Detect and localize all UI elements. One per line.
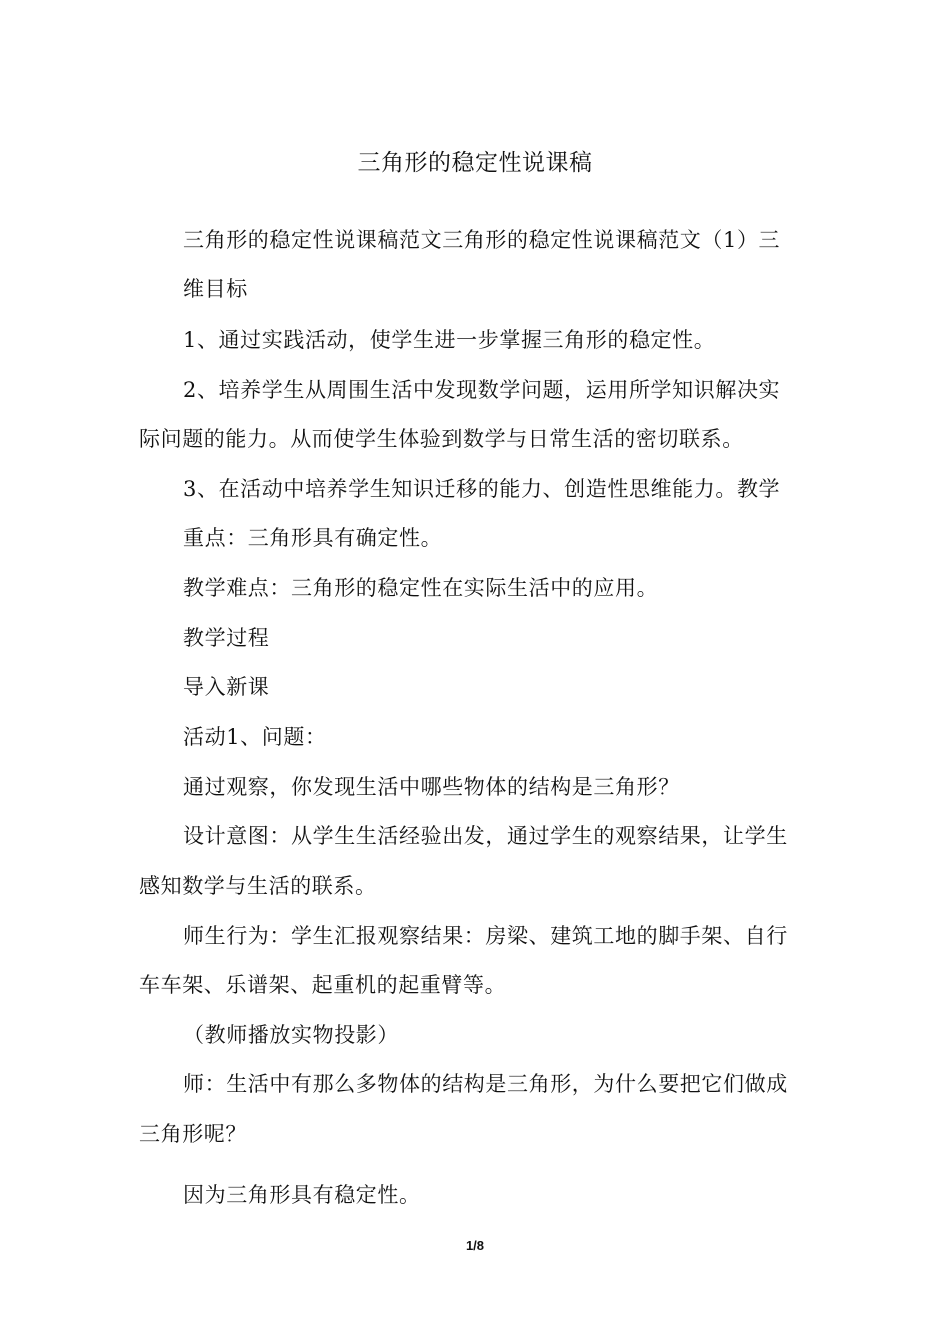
text-line: 导入新课 bbox=[183, 675, 270, 699]
text-line: 活动1、问题： bbox=[183, 725, 327, 749]
text-line: 因为三角形具有稳定性。 bbox=[183, 1183, 421, 1207]
page-number: 1/8 bbox=[465, 1238, 485, 1253]
document-title: 三角形的稳定性说课稿 bbox=[357, 150, 593, 176]
text-line: 三角形的稳定性说课稿范文三角形的稳定性说课稿范文（1）三 bbox=[183, 228, 781, 252]
text-line: （教师播放实物投影） bbox=[183, 1023, 399, 1047]
text-line: 三角形呢？ bbox=[139, 1122, 247, 1146]
text-line: 重点：三角形具有确定性。 bbox=[183, 526, 443, 550]
text-line: 教学过程 bbox=[183, 626, 270, 650]
text-line: 设计意图：从学生生活经验出发，通过学生的观察结果，让学生 bbox=[183, 824, 788, 848]
text-line: 际问题的能力。从而使学生体验到数学与日常生活的密切联系。 bbox=[139, 427, 744, 451]
text-line: 3、在活动中培养学生知识迁移的能力、创造性思维能力。教学 bbox=[183, 477, 781, 501]
text-line: 师：生活中有那么多物体的结构是三角形，为什么要把它们做成 bbox=[183, 1072, 788, 1096]
text-line: 1、通过实践活动，使学生进一步掌握三角形的稳定性。 bbox=[183, 328, 716, 352]
text-line: 2、培养学生从周围生活中发现数学问题，运用所学知识解决实 bbox=[183, 378, 781, 402]
text-line: 维目标 bbox=[183, 277, 248, 301]
text-line: 车车架、乐谱架、起重机的起重臂等。 bbox=[139, 973, 507, 997]
text-line: 感知数学与生活的联系。 bbox=[139, 874, 377, 898]
text-line: 教学难点：三角形的稳定性在实际生活中的应用。 bbox=[183, 576, 659, 600]
text-line: 师生行为：学生汇报观察结果：房梁、建筑工地的脚手架、自行 bbox=[183, 924, 788, 948]
text-line: 通过观察，你发现生活中哪些物体的结构是三角形？ bbox=[183, 775, 680, 799]
